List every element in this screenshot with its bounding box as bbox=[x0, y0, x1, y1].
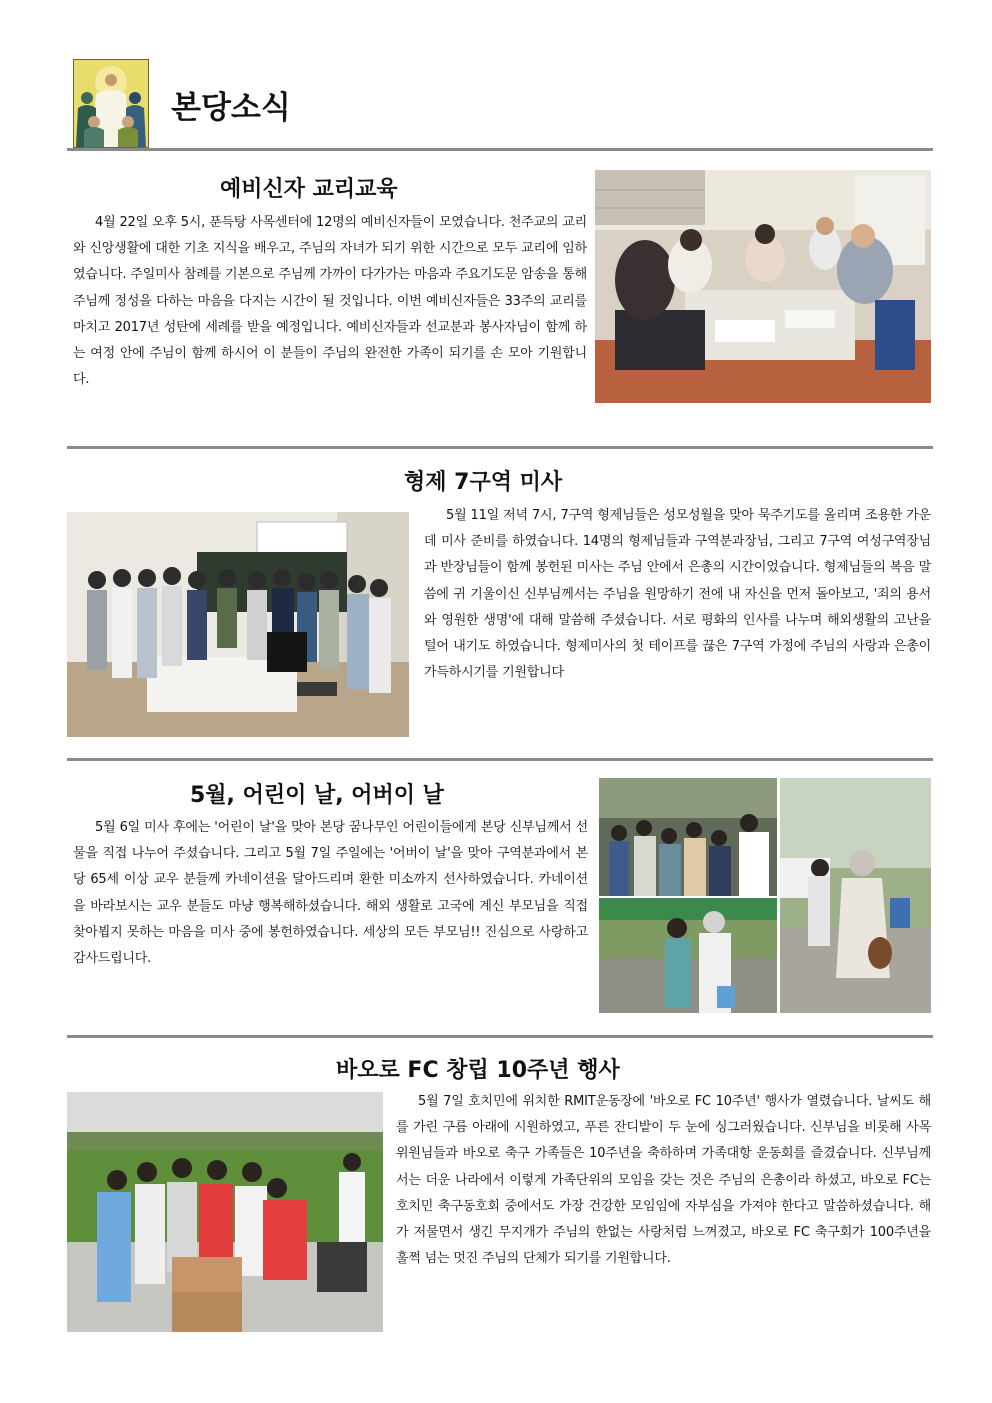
divider bbox=[67, 148, 933, 151]
parents-day-couple-photo bbox=[599, 898, 777, 1013]
section-body-paul-fc: 5월 7일 호치민에 위치한 RMIT운동장에 '바오로 FC 10주년' 행사가 열렸습니다. 날씨도 해를 가린 구름 아래에 시원하였고, 푸른 잔디밭이 두 눈에 싱그러웠습니다. 신부님을 비롯해 사목위원님들과 바오로 축구 가족들은 10주년을 축하하며 가족대항 운동회를 즐겼습니다. 신부님께서는 더운 나라에서 이렇게 가족단위의 모임을 갖는 것은 주님의 은총이라 하셨고, 바오로 FC는 호치민 축구동호회 중에서도 가장 건강한 모임임에 자부심을 가져야 한다고 말씀하셨습니다. 해가 저물면서 생긴 무지개가 주님의 한없는 사랑처럼 느껴졌고, 바오로 FC 축구회가 100주년을 훌쩍 넘는 멋진 주님의 단체가 되기를 기원합니다. bbox=[396, 1094, 931, 1267]
section-body-district-mass: 5월 11일 저녁 7시, 7구역 형제님들은 성모성월을 맞아 묵주기도를 올리며 조용한 가운데 미사 준비를 하였습니다. 14명의 형제님들과 구역분과장님, 그리고 7구역 여성구역장님과 반장님들이 함께 봉헌된 미사는 주님 안에서 은총의 시간이었습니다. 형제님들의 복음 말씀에 귀 기울이신 신부님께서는 주님을 원망하기 전에 내 자신을 먼저 돌아보고, '죄의 용서와 영원한 생명'에 대해 말씀해 주셨습니다. 서로 평화의 인사를 나누며 해외생활의 고난을 털어 내기도 하였습니다. 형제미사의 첫 테이프를 끊은 7구역 가정에 주님의 사랑과 은총이 가득하시기를 기원합니다 bbox=[424, 508, 931, 681]
section-body-family-days: 5월 6일 미사 후에는 '어린이 날'을 맞아 본당 꿈나무인 어린이들에게 본당 신부님께서 선물을 직접 나누어 주셨습니다. 그리고 5월 7일 주일에는 '어버이 날'을 맞아 구역분과에서 본당 65세 이상 교우 분들께 카네이션을 달아드리며 환한 미소까지 선사하였습니다. 카네이션을 바라보시는 교우 분들도 마냥 행복해하셨습니다. 해외 생활로 고국에 계신 부모님을 직접 찾아뵙지 못하는 마음을 미사 중에 봉헌하였습니다. 세상의 모든 부모님!! 진심으로 사랑하고 감사드립니다. bbox=[73, 820, 588, 967]
group-mass-photo bbox=[67, 512, 409, 737]
section-heading-catechism: 예비신자 교리교육 bbox=[220, 177, 398, 202]
section-heading-family-days: 5월, 어린이 날, 어버이 날 bbox=[190, 783, 444, 808]
section-body-catechism-continued bbox=[73, 406, 931, 432]
section-body-catechism: 4월 22일 오후 5시, 푼득탕 사목센터에 12명의 예비신자들이 모였습니다. 천주교의 교리와 신앙생활에 대한 기초 지식을 배우고, 주님의 자녀가 되기 위한 시간으로 모두 교리에 임하였습니다. 주일미사 참례를 기본으로 주님께 가까이 다가가는 마음과 주요기도문 암송을 통해 주님께 정성을 다하는 마음을 다지는 시간이 될 것입니다. 이번 예비신자들은 33주의 교리를 마치고 2017년 성탄에 세례를 받을 예정입니다. 예비신자들과 선교분과 봉사자님이 함께 하는 여정 안에 주님이 함께 하시어 이 분들이 주님의 완전한 가족이 되기를 손 모아 기원합니다. bbox=[73, 215, 587, 388]
divider bbox=[67, 446, 933, 449]
children-gifts-photo bbox=[599, 778, 777, 896]
christ-with-disciples-icon bbox=[74, 60, 148, 147]
parents-day-woman-photo bbox=[780, 778, 931, 1013]
section-heading-district-mass: 형제 7구역 미사 bbox=[404, 470, 563, 495]
divider bbox=[67, 1035, 933, 1038]
section-heading-paul-fc: 바오로 FC 창립 10주년 행사 bbox=[336, 1058, 620, 1083]
page-title: 본당소식 bbox=[171, 90, 291, 126]
divider bbox=[67, 758, 933, 761]
football-cake-photo bbox=[67, 1092, 383, 1332]
catechism-class-photo bbox=[595, 170, 931, 403]
parish-logo bbox=[73, 59, 149, 148]
